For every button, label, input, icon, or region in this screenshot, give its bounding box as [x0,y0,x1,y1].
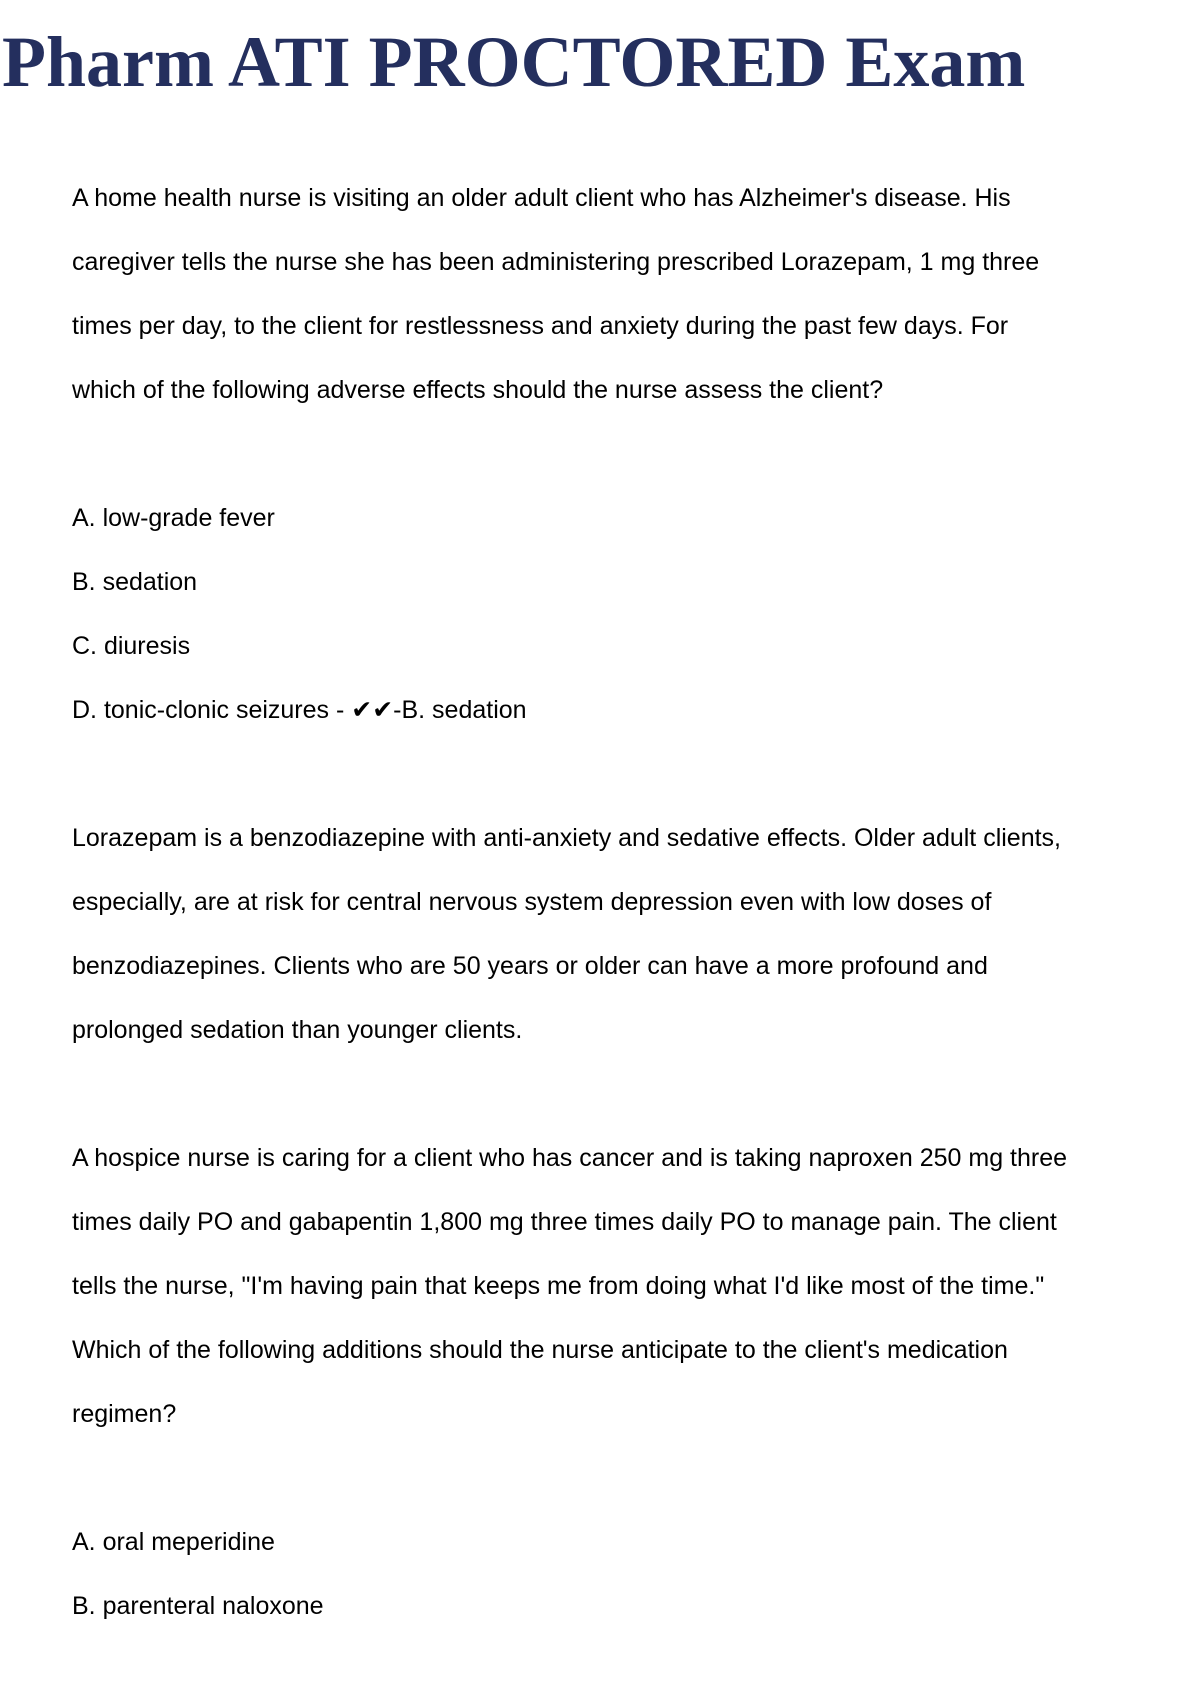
rationale-line: prolonged sedation than younger clients. [72,1016,523,1044]
question-2-stem-line: Which of the following additions should the nurse anticipate to the client's medication [72,1336,1008,1364]
question-2-option-b: B. parenteral naloxone [72,1592,324,1620]
question-2-option-a: A. oral meperidine [72,1528,275,1556]
question-1-option-b: B. sedation [72,568,198,596]
question-2-stem [72,1126,1182,1446]
question-1-option-d-with-answer: D. tonic-clonic seizures - ✔✔-B. sedation [72,696,527,724]
question-2-stem-line: regimen? [72,1400,177,1428]
rationale-line: Lorazepam is a benzodiazepine with anti-anxiety and sedative effects. Older adult clients, [72,824,1062,852]
document-body [72,166,1182,1638]
spacer [72,742,1182,806]
document-title: Pharm ATI PROCTORED Exam [2,22,1026,102]
question-1-option-c: C. diuresis [72,632,191,660]
question-1-stem-line: caregiver tells the nurse she has been administering prescribed Lorazepam, 1 mg three [72,248,1040,276]
question-1-stem-line: A home health nurse is visiting an older adult client who has Alzheimer's disease. His [72,184,1011,212]
question-1-stem-line: times per day, to the client for restlessness and anxiety during the past few days. For [72,312,1009,340]
question-2-stem-line: times daily PO and gabapentin 1,800 mg three times daily PO to manage pain. The client [72,1208,1057,1236]
spacer [72,1446,1182,1510]
spacer [72,1062,1182,1126]
rationale-line: especially, are at risk for central nervous system depression even with low doses of [72,888,992,916]
question-1-rationale [72,806,1182,1062]
question-1-option-a: A. low-grade fever [72,504,275,532]
question-1-stem-line: which of the following adverse effects should the nurse assess the client? [72,376,884,404]
question-2-options [72,1510,1182,1638]
rationale-line: benzodiazepines. Clients who are 50 years or older can have a more profound and [72,952,988,980]
question-1-options [72,486,1182,742]
question-2-stem-line: tells the nurse, "I'm having pain that keeps me from doing what I'd like most of the time." [72,1272,1045,1300]
spacer [72,422,1182,486]
question-2-stem-line: A hospice nurse is caring for a client who has cancer and is taking naproxen 250 mg three [72,1144,1068,1172]
question-1-stem [72,166,1182,422]
